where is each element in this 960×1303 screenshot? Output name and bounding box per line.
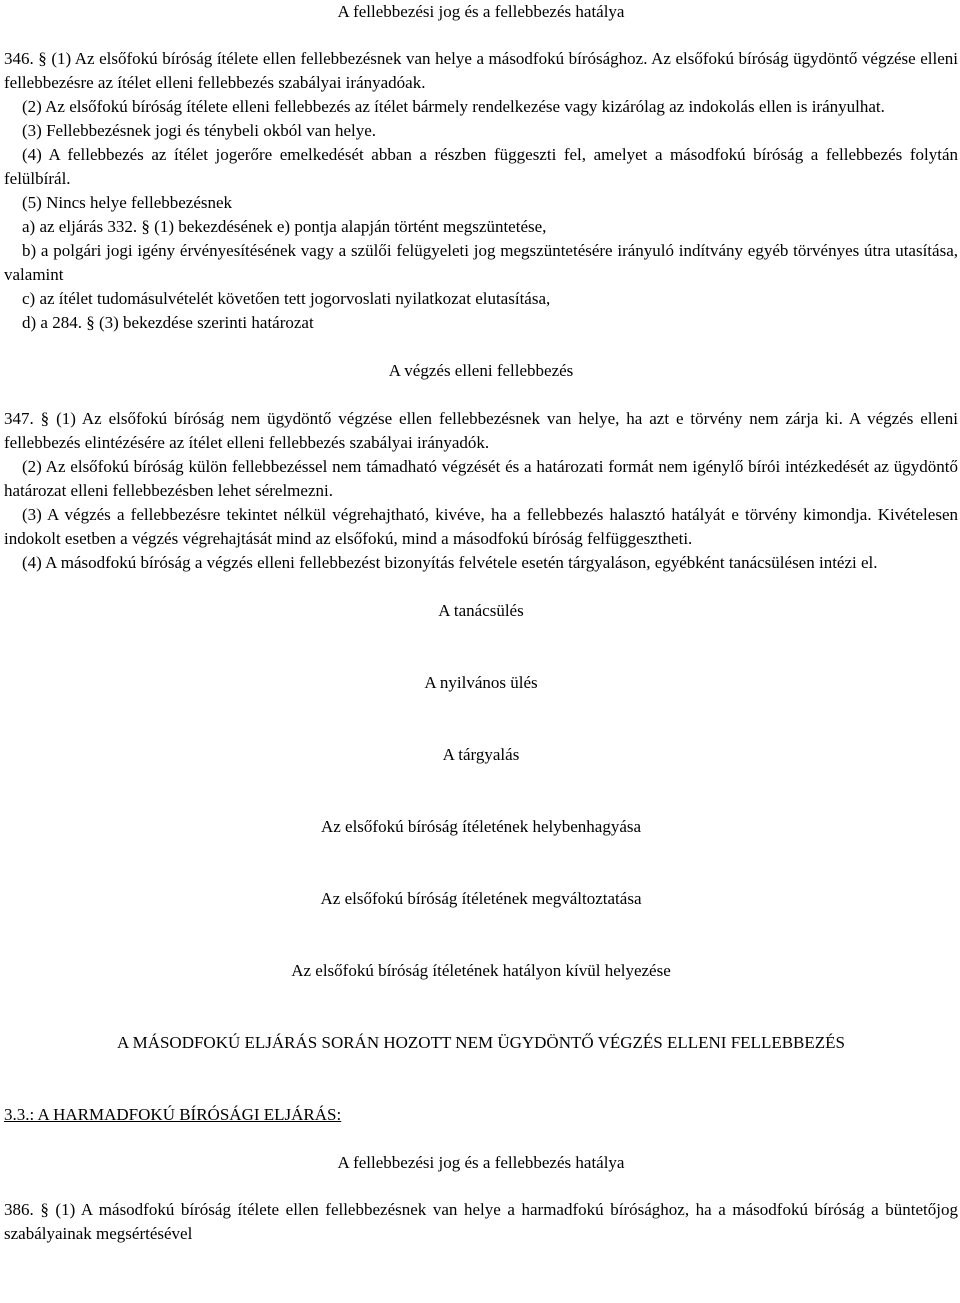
heading-helybenhagyas: Az elsőfokú bíróság ítéletének helybenhagyása xyxy=(320,817,642,836)
paragraph-386-1: 386. § (1) A másodfokú bíróság ítélete ellen fellebbezésnek van helye a harmadfokú bírósághoz, ha a másodfokú bíróság a büntetőjog szabályainak megsértésével xyxy=(4,1200,958,1243)
paragraph-346-5: (5) Nincs helye fellebbezésnek xyxy=(22,193,233,212)
document-page xyxy=(4,0,958,1246)
part-heading: 3.3.: A HARMADFOKÚ BÍRÓSÁGI ELJÁRÁS: xyxy=(4,1105,342,1124)
point-d: d) a 284. § (3) bekezdése szerinti határozat xyxy=(22,313,314,332)
heading-hatalyon-kivul: Az elsőfokú bíróság ítéletének hatályon kívül helyezése xyxy=(291,961,671,980)
heading-nyilvanos-ules: A nyilvános ülés xyxy=(424,673,538,692)
paragraph-347-1: 347. § (1) Az elsőfokú bíróság nem ügydöntő végzése ellen fellebbezésnek van helye, ha azt e törvény nem zárja ki. A végzés elleni fellebbezés elintézésére az ítélet elleni fellebbezés szabályai irányadók. xyxy=(4,409,958,452)
paragraph-347-2: (2) Az elsőfokú bíróság külön fellebbezéssel nem támadható végzését és a határozati formát nem igénylő bírói intézkedését az ügydöntő határozat elleni fellebbezésben lehet sérelmezni. xyxy=(4,457,958,500)
point-c: c) az ítélet tudomásulvételét követően tett jogorvoslati nyilatkozat elutasítása, xyxy=(22,289,551,308)
heading-targyalas: A tárgyalás xyxy=(442,745,520,764)
point-b: b) a polgári jogi igény érvényesítésének vagy a szülői felügyeleti jog megszüntetésére irányuló indítvány egyéb törvényes útra utasítása, valamint xyxy=(4,241,958,284)
heading-megvaltoztatas: Az elsőfokú bíróság ítéletének megváltoztatása xyxy=(320,889,642,908)
paragraph-346-4: (4) A fellebbezés az ítélet jogerőre emelkedését abban a részben függeszti fel, amelyet a másodfokú bíróság a fellebbezés folytán felülbírál. xyxy=(4,145,958,188)
point-a: a) az eljárás 332. § (1) bekezdésének e) pontja alapján történt megszüntetése, xyxy=(22,217,547,236)
paragraph-346-1: 346. § (1) Az elsőfokú bíróság ítélete ellen fellebbezésnek van helye a másodfokú bírósághoz. Az elsőfokú bíróság ügydöntő végzése elleni fellebbezésre az ítélet elleni fellebbezés szabályai irányadóak. xyxy=(4,49,958,92)
section-heading-2: A végzés elleni fellebbezés xyxy=(388,361,574,380)
paragraph-346-2: (2) Az elsőfokú bíróság ítélete elleni fellebbezés az ítélet bármely rendelkezése vagy kizárólag az indokolás ellen is irányulhat. xyxy=(22,97,885,116)
paragraph-347-4: (4) A másodfokú bíróság a végzés elleni fellebbezést bizonyítás felvétele esetén tárgyaláson, egyébként tanácsülésen intézi el. xyxy=(22,553,878,572)
paragraph-346-3: (3) Fellebbezésnek jogi és ténybeli okból van helye. xyxy=(22,121,377,140)
heading-tanacsules: A tanácsülés xyxy=(438,601,524,620)
section-heading-3: A fellebbezési jog és a fellebbezés hatálya xyxy=(337,1153,625,1172)
paragraph-347-3: (3) A végzés a fellebbezésre tekintet nélkül végrehajtható, kivéve, ha a fellebbezés halasztó hatályát e törvény kimondja. Kivételesen indokolt esetben a végzés végrehajtását mind az elsőfokú, mind a másodfokú bíróság felfüggesztheti. xyxy=(4,505,958,548)
heading-masodfoku-vegzes: A MÁSODFOKÚ ELJÁRÁS SORÁN HOZOTT NEM ÜGYDÖNTŐ VÉGZÉS ELLENI FELLEBBEZÉS xyxy=(116,1033,845,1052)
section-heading-1: A fellebbezési jog és a fellebbezés hatálya xyxy=(337,2,625,21)
